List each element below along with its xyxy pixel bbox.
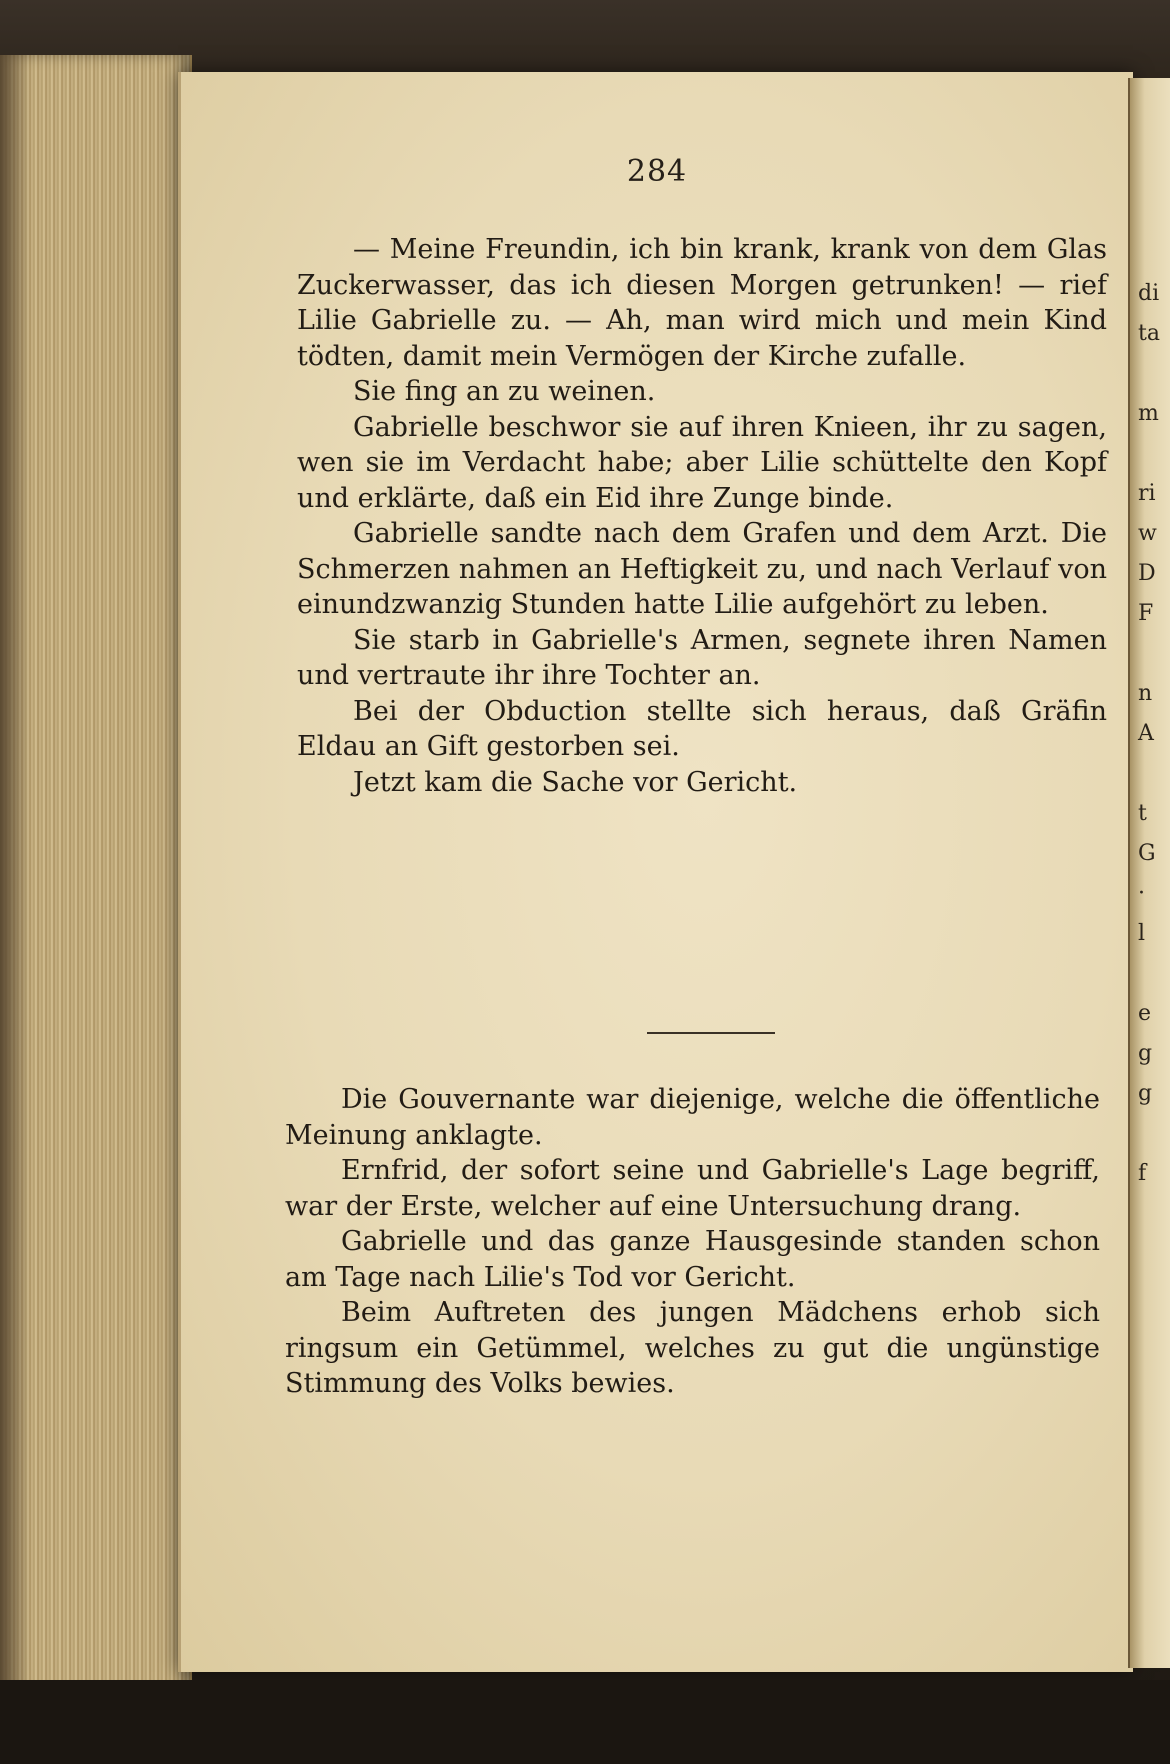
paragraph: Sie fing an zu weinen. [353, 376, 656, 407]
facing-page-edge [1128, 78, 1170, 1668]
paragraph: Sie starb in Gabrielle's Armen, segnete ihren Namen und vertraute ihr ihre Tochter an. [297, 624, 1107, 691]
page-edges-stack [0, 55, 192, 1695]
paragraph: Die Gouvernante war diejenige, welche die öffentliche Meinung anklagte. [285, 1084, 1100, 1151]
paragraph: — Meine Freundin, ich bin krank, krank von dem Glas Zuckerwasser, das ich diesen Morgen getrunken! — rief Lilie Gabrielle zu. — Ah, man wird mich und mein Kind tödten, damit mein Vermögen der Kirche zufalle. [297, 234, 1107, 372]
book-page [178, 72, 1133, 1672]
paragraph: Ernfrid, der sofort seine und Gabrielle's Lage begriff, war der Erste, welcher auf eine Untersuchung drang. [285, 1155, 1100, 1222]
paragraph: Gabrielle sandte nach dem Grafen und dem Arzt. Die Schmerzen nahmen an Heftigkeit zu, und nach Verlauf von einundzwanzig Stunden hatte Lilie aufgehört zu leben. [297, 518, 1107, 620]
table-background [0, 1680, 1170, 1764]
paragraph: Gabrielle und das ganze Hausgesinde standen schon am Tage nach Lilie's Tod vor Gericht. [285, 1226, 1100, 1293]
paragraph: Gabrielle beschwor sie auf ihren Knieen, ihr zu sagen, wen sie im Verdacht habe; aber Lilie schüttelte den Kopf und erklärte, daß ein Eid ihre Zunge binde. [297, 411, 1107, 514]
paragraph: Beim Auftreten des jungen Mädchens erhob sich ringsum ein Getümmel, welches zu gut die ungünstige Stimmung des Volks bewies. [285, 1297, 1100, 1399]
text-block-lower [285, 1082, 1100, 1402]
section-divider [647, 1032, 775, 1034]
facing-page-fragments: di ta m ri w D F n A t G · l e g g f [1138, 281, 1160, 1186]
paragraph: Jetzt kam die Sache vor Gericht. [353, 766, 798, 798]
page-number: 284 [626, 154, 688, 189]
text-block-upper [297, 232, 1107, 800]
paragraph: Bei der Obduction stellte sich heraus, daß Gräfin Eldau an Gift gestorben sei. [297, 695, 1107, 762]
